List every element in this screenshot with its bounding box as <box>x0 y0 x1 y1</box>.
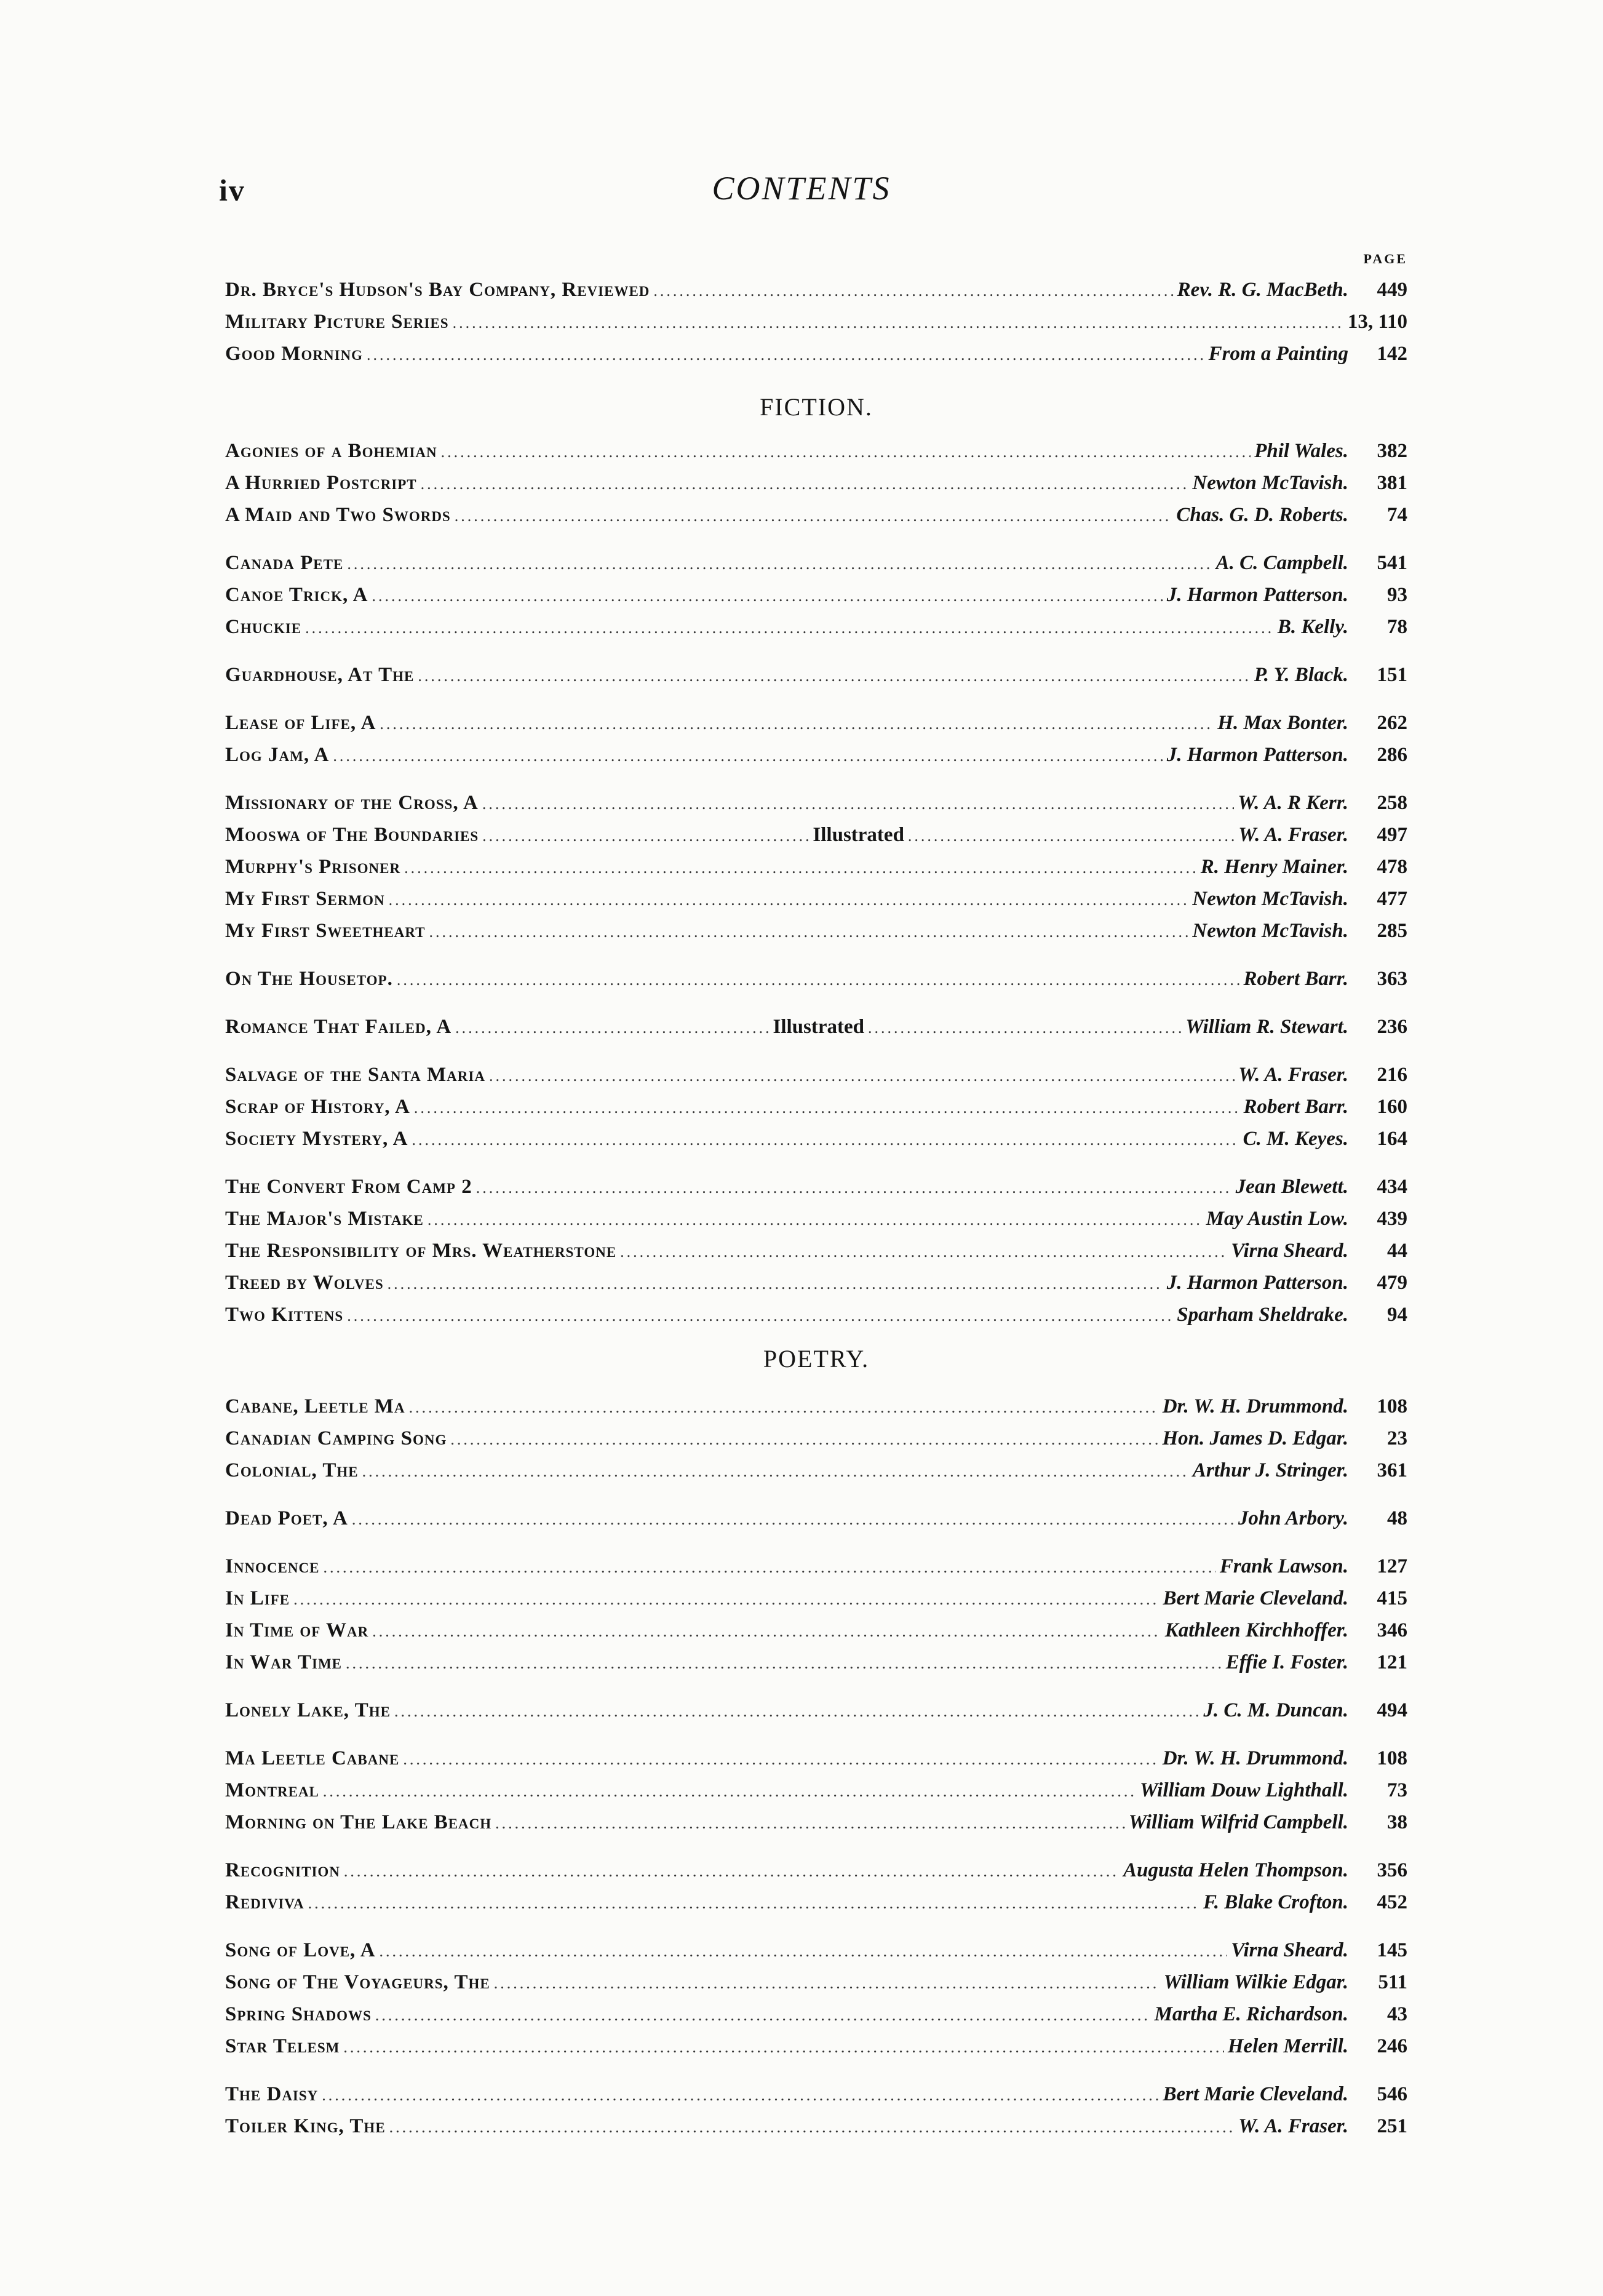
entry-page: 258 <box>1377 792 1407 814</box>
entry-title: Rediviva <box>225 1891 304 1913</box>
dot-leader <box>455 1012 769 1044</box>
entry-author: From a Painting <box>1208 343 1348 365</box>
entry-title: Canada Pete <box>225 552 344 574</box>
entry-page: 449 <box>1377 279 1407 301</box>
entry-author: William Wilfrid Campbell. <box>1128 1811 1348 1833</box>
entry-author: W. A. Fraser. <box>1238 824 1348 846</box>
entry-title: Recognition <box>225 1859 340 1881</box>
entry-author: John Arbory. <box>1238 1507 1348 1529</box>
entry-author: Jean Blewett. <box>1235 1176 1348 1198</box>
entry-author: J. Harmon Patterson. <box>1166 584 1348 606</box>
contents-entry <box>225 2110 1407 2142</box>
entry-page: 13, 110 <box>1347 311 1407 333</box>
entry-page: 127 <box>1377 1555 1407 1577</box>
entry-page: 286 <box>1377 744 1407 766</box>
entry-title: In War Time <box>225 1651 342 1673</box>
dot-leader <box>409 1392 1159 1424</box>
dot-leader <box>389 2111 1235 2143</box>
dot-leader <box>653 275 1173 307</box>
entry-page: 381 <box>1377 472 1407 494</box>
entry-author: J. Harmon Patterson. <box>1166 1272 1348 1294</box>
entry-page: 356 <box>1377 1859 1407 1881</box>
entry-page: 151 <box>1377 664 1407 686</box>
contents-entry <box>225 883 1407 915</box>
entry-page: 541 <box>1377 552 1407 574</box>
fiction-list <box>225 435 1407 1331</box>
entry-page: 44 <box>1387 1240 1407 1262</box>
entry-page: 434 <box>1377 1176 1407 1198</box>
dot-leader <box>347 548 1212 580</box>
contents-entry <box>225 1123 1407 1155</box>
entry-author: Effie I. Foster. <box>1225 1651 1348 1673</box>
entry-title: Ma Leetle Cabane <box>225 1747 400 1769</box>
dot-leader <box>476 1172 1232 1204</box>
entry-title: Society Mystery, A <box>225 1128 408 1150</box>
entry-title: Spring Shadows <box>225 2003 372 2025</box>
contents-entry <box>225 1774 1407 1806</box>
dot-leader <box>482 788 1234 820</box>
entry-page: 38 <box>1387 1811 1407 1833</box>
entry-page: 497 <box>1377 824 1407 846</box>
entry-title: Toiler King, The <box>225 2115 386 2137</box>
contents-entry <box>225 1646 1407 1678</box>
contents-entry <box>225 1171 1407 1203</box>
entry-page: 74 <box>1387 504 1407 526</box>
fiction-heading: FICTION. <box>760 393 873 421</box>
dot-leader <box>380 1935 1228 1967</box>
entry-title: Montreal <box>225 1779 319 1801</box>
entry-page: 262 <box>1377 712 1407 734</box>
entry-author: Augusta Helen Thompson. <box>1123 1859 1348 1881</box>
entry-title: The Daisy <box>225 2083 319 2105</box>
entry-title: The Responsibility of Mrs. Weatherstone <box>225 1240 617 1262</box>
contents-entry <box>225 707 1407 739</box>
entry-author: W. A. R Kerr. <box>1238 792 1348 814</box>
dot-leader <box>441 436 1251 468</box>
dot-leader <box>482 820 809 852</box>
dot-leader <box>372 580 1163 612</box>
entry-title: Star Telesm <box>225 2035 340 2057</box>
entry-page: 363 <box>1377 968 1407 990</box>
entry-page: 346 <box>1377 1619 1407 1641</box>
poetry-list <box>225 1390 1407 2142</box>
contents-entry <box>225 1582 1407 1614</box>
entry-title: Mooswa of The Boundaries <box>225 824 479 846</box>
entry-title: A Hurried Postcript <box>225 472 417 494</box>
entry-page: 73 <box>1387 1779 1407 1801</box>
entry-title: Good Morning <box>225 343 364 365</box>
contents-entry <box>225 1422 1407 1454</box>
poetry-heading: POETRY. <box>763 1345 870 1373</box>
contents-entry <box>225 1966 1407 1998</box>
entry-page: 251 <box>1377 2115 1407 2137</box>
entry-author: Virna Sheard. <box>1231 1240 1348 1262</box>
entry-author: Robert Barr. <box>1243 1096 1348 1118</box>
entry-author: Phil Wales. <box>1254 440 1348 462</box>
entry-author: Bert Marie Cleveland. <box>1163 1587 1348 1609</box>
dot-leader <box>352 1504 1235 1536</box>
entry-author: Sparham Sheldrake. <box>1177 1304 1348 1326</box>
entry-author: Helen Merrill. <box>1227 2035 1348 2057</box>
entry-page: 43 <box>1387 2003 1407 2025</box>
entry-title: Log Jam, A <box>225 744 330 766</box>
contents-entry <box>225 611 1407 643</box>
contents-entry <box>225 547 1407 579</box>
entry-author: Robert Barr. <box>1243 968 1348 990</box>
contents-entry <box>225 963 1407 995</box>
entry-title: Colonial, The <box>225 1459 359 1481</box>
entry-author: J. C. M. Duncan. <box>1203 1699 1348 1721</box>
dot-leader <box>412 1124 1239 1156</box>
entry-page: 94 <box>1387 1304 1407 1326</box>
dot-leader <box>380 708 1214 740</box>
entry-author: Chas. G. D. Roberts. <box>1176 504 1348 526</box>
dot-leader <box>450 1424 1158 1456</box>
dot-leader <box>323 1776 1136 1808</box>
dot-leader <box>414 1092 1240 1124</box>
dot-leader <box>453 307 1344 339</box>
contents-entry <box>225 1854 1407 1886</box>
contents-entry <box>225 1203 1407 1235</box>
entry-page: 478 <box>1377 856 1407 878</box>
entry-author: Newton McTavish. <box>1192 920 1348 942</box>
entry-title: A Maid and Two Swords <box>225 504 451 526</box>
contents-entry <box>225 1267 1407 1299</box>
entry-author: May Austin Low. <box>1206 1208 1348 1230</box>
entry-title: Scrap of History, A <box>225 1096 410 1118</box>
entry-title: Chuckie <box>225 616 302 638</box>
entry-page: 216 <box>1377 1064 1407 1086</box>
entry-title: Song of Love, A <box>225 1939 376 1961</box>
contents-entry <box>225 739 1407 771</box>
entry-author: B. Kelly. <box>1277 616 1348 638</box>
entry-page: 452 <box>1377 1891 1407 1913</box>
entry-author: Kathleen Kirchhoffer. <box>1164 1619 1348 1641</box>
contents-entry <box>225 1886 1407 1918</box>
entry-title: Innocence <box>225 1555 320 1577</box>
dot-leader <box>344 1856 1120 1887</box>
entry-author: Martha E. Richardson. <box>1154 2003 1348 2025</box>
entry-title: Canoe Trick, A <box>225 584 368 606</box>
contents-entry <box>225 579 1407 611</box>
entry-page: 93 <box>1387 584 1407 606</box>
entry-title: Murphy's Prisoner <box>225 856 401 878</box>
contents-entry <box>225 659 1407 691</box>
contents-entry <box>225 1550 1407 1582</box>
contents-entry <box>225 1011 1407 1043</box>
contents-entry <box>225 2078 1407 2110</box>
entry-title: Lonely Lake, The <box>225 1699 391 1721</box>
contents-entry <box>225 787 1407 819</box>
entry-title: The Convert From Camp 2 <box>225 1176 472 1198</box>
entry-page: 108 <box>1377 1395 1407 1417</box>
entry-author: F. Blake Crofton. <box>1203 1891 1348 1913</box>
contents-entry <box>225 915 1407 947</box>
contents-entry <box>225 819 1407 851</box>
entry-author: A. C. Campbell. <box>1215 552 1348 574</box>
dot-leader <box>388 1268 1163 1300</box>
dot-leader <box>347 1300 1173 1332</box>
dot-leader <box>308 1887 1199 1919</box>
entry-note: Illustrated <box>813 824 904 846</box>
entry-page: 494 <box>1377 1699 1407 1721</box>
entry-title: Canadian Camping Song <box>225 1427 447 1449</box>
dot-leader <box>323 1552 1215 1584</box>
entry-page: 121 <box>1377 1651 1407 1673</box>
entry-title: On The Housetop. <box>225 968 393 990</box>
contents-entry <box>225 1091 1407 1123</box>
entry-title: My First Sweetheart <box>225 920 426 942</box>
contents-entry <box>225 1454 1407 1486</box>
contents-entry <box>225 1934 1407 1966</box>
entry-page: 546 <box>1377 2083 1407 2105</box>
page-number: iv <box>219 173 245 207</box>
contents-entry <box>225 1742 1407 1774</box>
entry-page: 236 <box>1377 1016 1407 1038</box>
dot-leader <box>343 2031 1223 2063</box>
entry-title: Salvage of the Santa Maria <box>225 1064 485 1086</box>
dot-leader <box>293 1584 1159 1616</box>
entry-author: Dr. W. H. Drummond. <box>1162 1395 1348 1417</box>
contents-entry <box>225 1998 1407 2030</box>
running-title: CONTENTS <box>712 170 891 207</box>
dot-leader <box>372 1616 1161 1648</box>
contents-entry <box>225 1502 1407 1534</box>
dot-leader <box>322 2079 1159 2111</box>
contents-entry <box>225 435 1407 467</box>
contents-entry <box>225 1059 1407 1091</box>
entry-author: Arthur J. Stringer. <box>1192 1459 1348 1481</box>
entry-page: 382 <box>1377 440 1407 462</box>
contents-entry <box>225 851 1407 883</box>
dot-leader <box>495 1808 1125 1840</box>
dot-leader <box>404 852 1197 884</box>
contents-entry <box>225 338 1407 370</box>
entry-title: Dr. Bryce's Hudson's Bay Company, Reviewed <box>225 279 650 301</box>
entry-page: 415 <box>1377 1587 1407 1609</box>
contents-entry <box>225 2030 1407 2062</box>
entry-page: 142 <box>1377 343 1407 365</box>
entry-author: J. Harmon Patterson. <box>1166 744 1348 766</box>
entry-page: 439 <box>1377 1208 1407 1230</box>
entry-author: W. A. Fraser. <box>1238 2115 1348 2137</box>
entry-title: Dead Poet, A <box>225 1507 348 1529</box>
entry-title: Song of The Voyageurs, The <box>225 1971 490 1993</box>
entry-title: Two Kittens <box>225 1304 344 1326</box>
contents-entry <box>225 1299 1407 1331</box>
dot-leader <box>362 1456 1189 1488</box>
entry-author: R. Henry Mainer. <box>1200 856 1348 878</box>
contents-entry <box>225 274 1407 306</box>
entry-author: P. Y. Black. <box>1254 664 1348 686</box>
contents-entry <box>225 306 1407 338</box>
entry-author: Rev. R. G. MacBeth. <box>1177 279 1348 301</box>
dot-leader <box>455 500 1173 532</box>
contents-entry <box>225 1390 1407 1422</box>
page-column-label: PAGE <box>1363 251 1407 266</box>
entry-title: Guardhouse, At The <box>225 664 415 686</box>
dot-leader <box>489 1060 1235 1092</box>
entry-note: Illustrated <box>773 1016 864 1038</box>
entry-page: 145 <box>1377 1939 1407 1961</box>
entry-page: 511 <box>1378 1971 1407 1993</box>
entry-title: Lease of Life, A <box>225 712 376 734</box>
entry-title: Missionary of the Cross, A <box>225 792 479 814</box>
entry-author: Dr. W. H. Drummond. <box>1162 1747 1348 1769</box>
entry-author: William Douw Lighthall. <box>1140 1779 1348 1801</box>
entry-page: 160 <box>1377 1096 1407 1118</box>
entry-title: In Time of War <box>225 1619 369 1641</box>
entry-page: 479 <box>1377 1272 1407 1294</box>
contents-entry <box>225 1806 1407 1838</box>
entry-author: W. A. Fraser. <box>1238 1064 1348 1086</box>
entry-title: Treed by Wolves <box>225 1272 384 1294</box>
entry-page: 285 <box>1377 920 1407 942</box>
entry-page: 108 <box>1377 1747 1407 1769</box>
entry-author: H. Max Bonter. <box>1217 712 1348 734</box>
entry-author: Newton McTavish. <box>1192 472 1348 494</box>
contents-entry <box>225 1694 1407 1726</box>
dot-leader <box>403 1744 1158 1776</box>
entry-title: Agonies of a Bohemian <box>225 440 437 462</box>
dot-leader <box>428 1204 1203 1236</box>
dot-leader <box>494 1967 1160 1999</box>
entry-page: 23 <box>1387 1427 1407 1449</box>
entry-page: 477 <box>1377 888 1407 910</box>
entry-title: My First Sermon <box>225 888 385 910</box>
dot-leader <box>908 820 1235 852</box>
entry-page: 246 <box>1377 2035 1407 2057</box>
entry-title: In Life <box>225 1587 290 1609</box>
entry-author: Hon. James D. Edgar. <box>1162 1427 1348 1449</box>
entry-author: Frank Lawson. <box>1219 1555 1348 1577</box>
entry-author: Virna Sheard. <box>1231 1939 1348 1961</box>
entry-author: C. M. Keyes. <box>1243 1128 1348 1150</box>
entry-title: Morning on The Lake Beach <box>225 1811 492 1833</box>
entry-title: The Major's Mistake <box>225 1208 424 1230</box>
entry-author: Bert Marie Cleveland. <box>1163 2083 1348 2105</box>
dot-leader <box>346 1648 1222 1680</box>
dot-leader <box>418 660 1251 692</box>
dot-leader <box>375 1999 1151 2031</box>
dot-leader <box>389 884 1189 916</box>
contents-entry <box>225 1614 1407 1646</box>
entry-page: 78 <box>1387 616 1407 638</box>
entry-page: 48 <box>1387 1507 1407 1529</box>
dot-leader <box>305 612 1274 644</box>
dot-leader <box>333 740 1163 772</box>
entry-title: Cabane, Leetle Ma <box>225 1395 405 1417</box>
contents-entry <box>225 467 1407 499</box>
entry-title: Romance That Failed, A <box>225 1016 452 1038</box>
dot-leader <box>868 1012 1182 1044</box>
entry-author: William Wilkie Edgar. <box>1163 1971 1348 1993</box>
dot-leader <box>620 1236 1227 1268</box>
entry-page: 164 <box>1377 1128 1407 1150</box>
entry-author: William R. Stewart. <box>1185 1016 1348 1038</box>
entry-title: Military Picture Series <box>225 311 449 333</box>
dot-leader <box>429 916 1188 948</box>
entry-page: 361 <box>1377 1459 1407 1481</box>
contents-entry <box>225 499 1407 531</box>
dot-leader <box>421 468 1189 500</box>
dot-leader <box>394 1696 1199 1728</box>
dot-leader <box>367 339 1205 371</box>
dot-leader <box>397 964 1240 996</box>
contents-entry <box>225 1235 1407 1267</box>
front-matter-list <box>225 274 1407 370</box>
entry-author: Newton McTavish. <box>1192 888 1348 910</box>
